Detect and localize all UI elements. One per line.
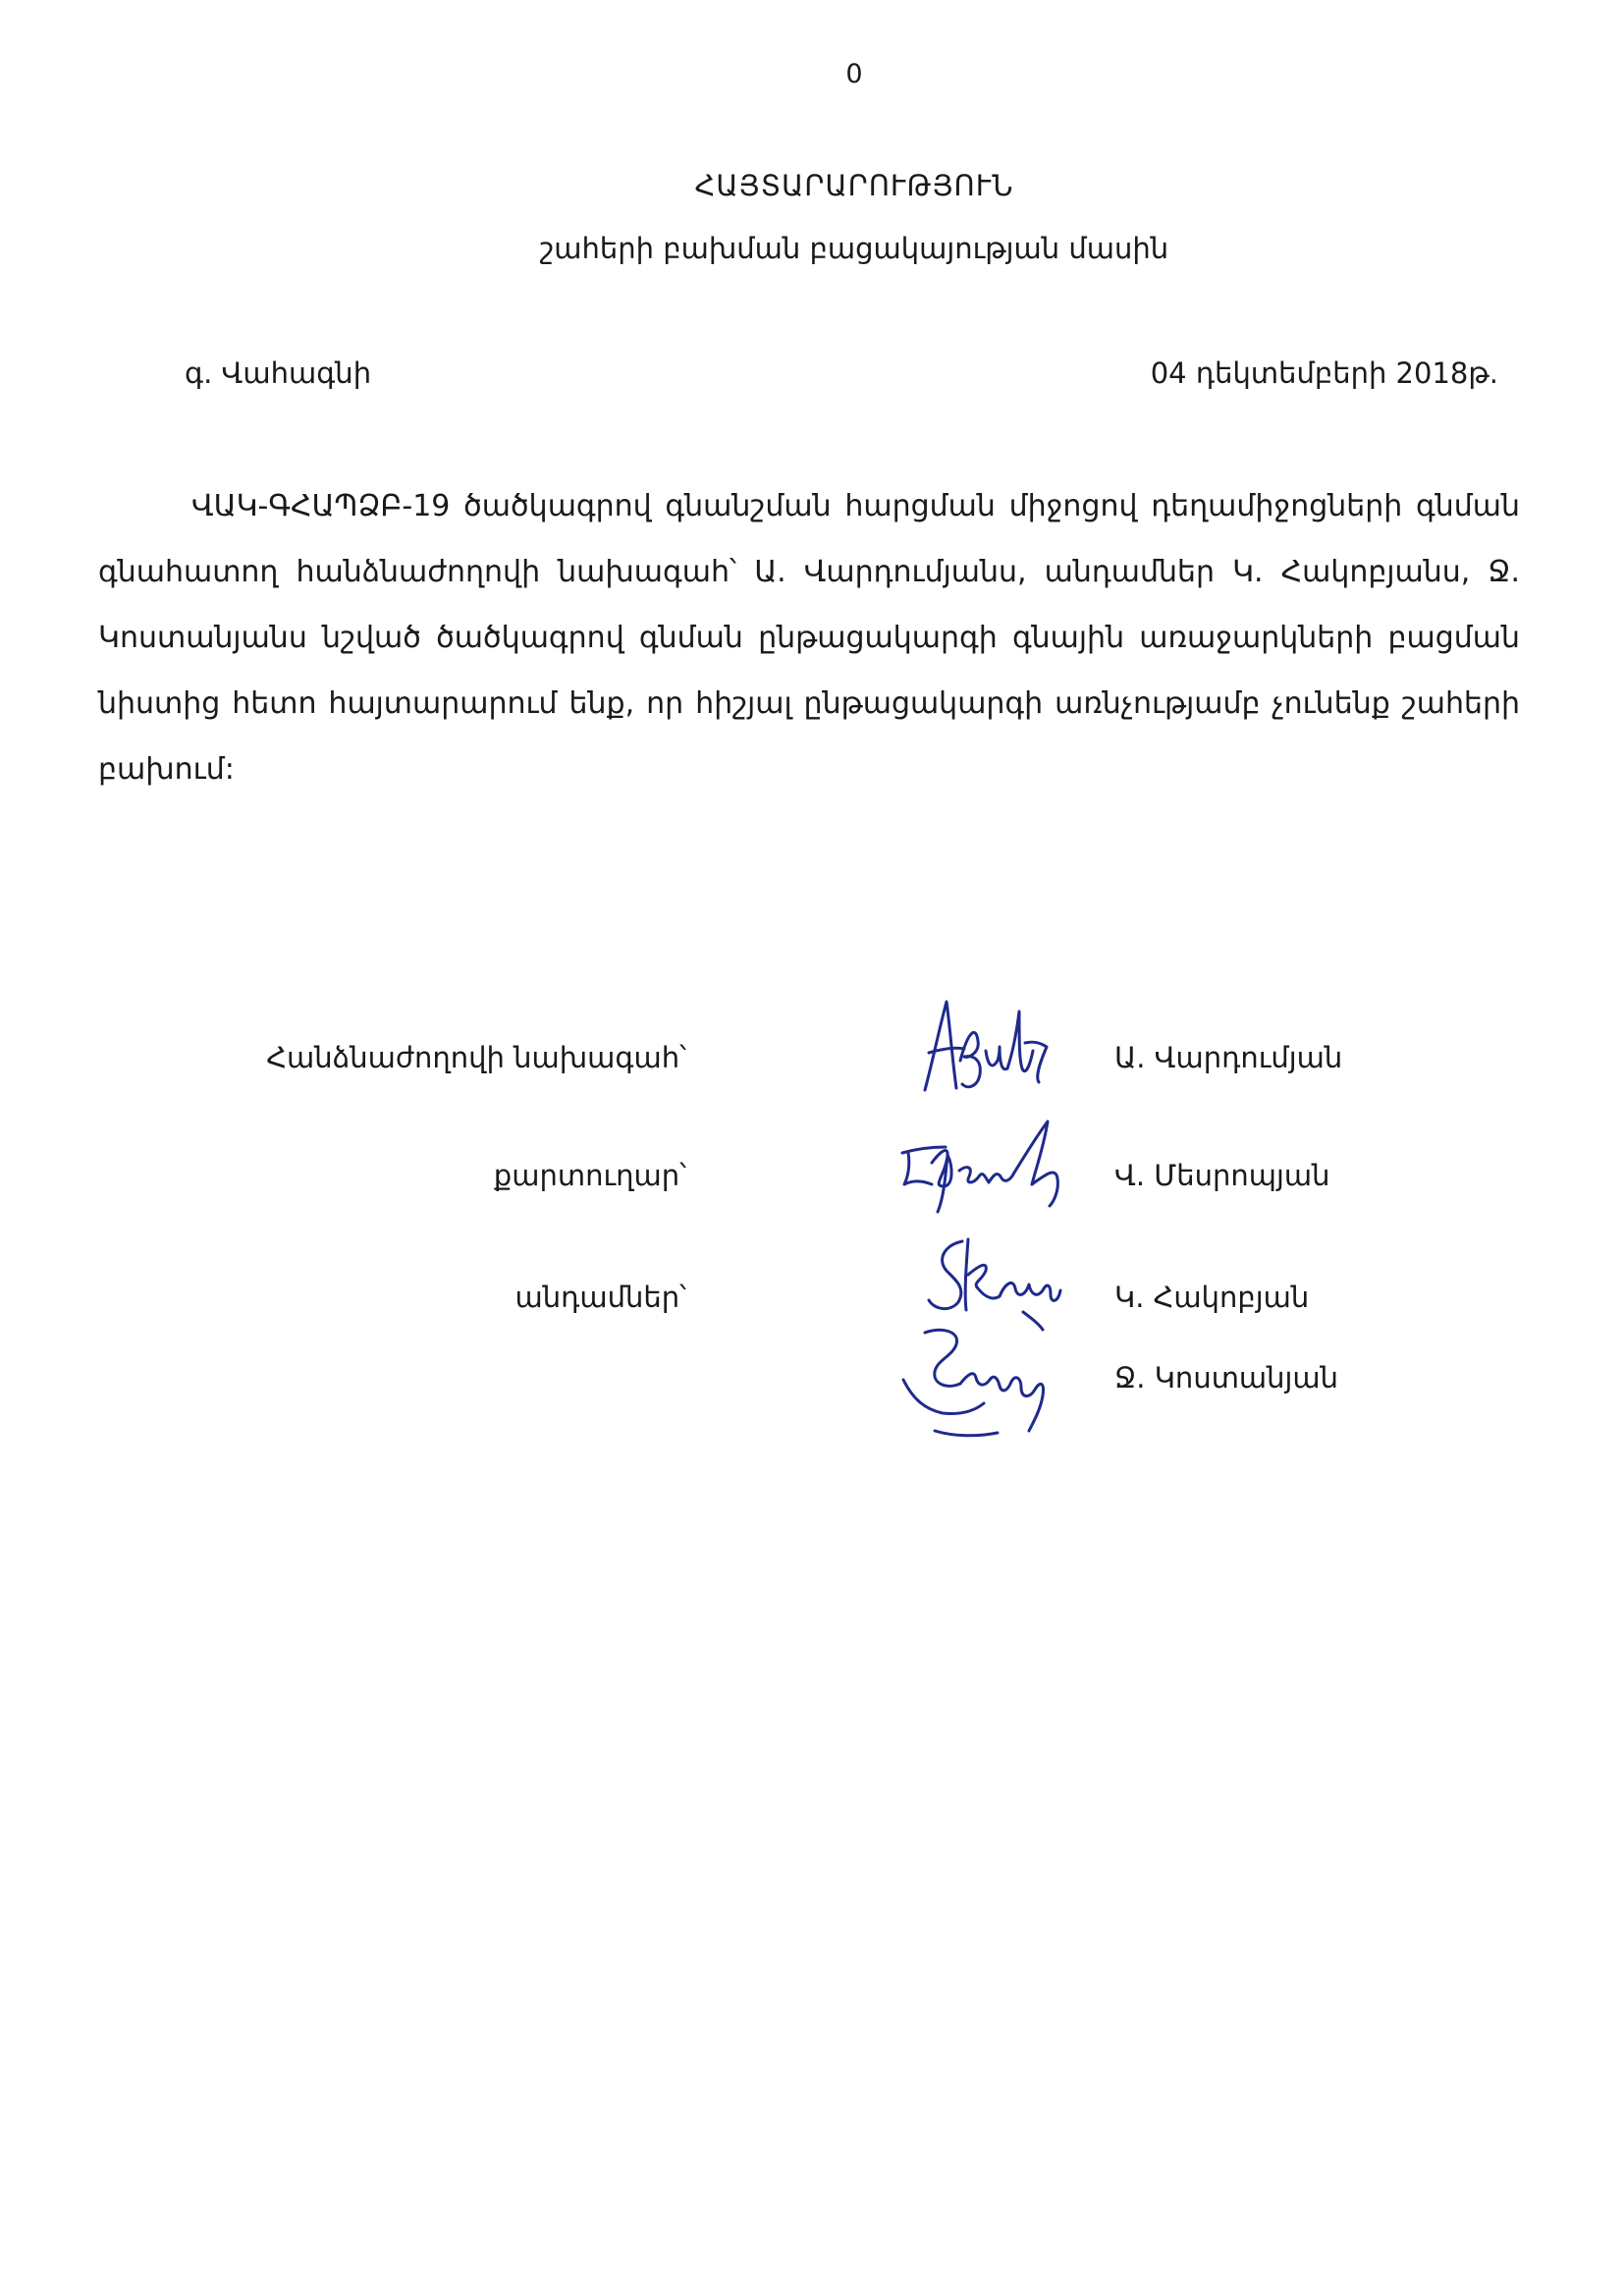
signatory-role-members: անդամներ՝ xyxy=(514,1281,686,1314)
signature-hakobyan xyxy=(923,1228,1070,1336)
document-title: ՀԱՅՏԱՐԱՐՈՒԹՅՈՒՆ xyxy=(694,169,1014,202)
signature-mesropyan xyxy=(889,1108,1075,1216)
signatory-name-kostanyan: Ջ. Կոստանյան xyxy=(1114,1361,1339,1394)
signature-kostanyan xyxy=(895,1321,1072,1449)
signatory-name-hakobyan: Կ. Հակոբյան xyxy=(1114,1281,1310,1314)
signatory-role-chairman: Հանձնաժողովի նախագահ՝ xyxy=(266,1041,686,1074)
signatory-name-vardumyan: Ա. Վարդումյան xyxy=(1114,1041,1343,1074)
document-date: 04 դեկտեմբերի 2018թ. xyxy=(1150,356,1498,390)
signatory-name-mesropyan: Վ. Մեսրոպյան xyxy=(1114,1159,1330,1192)
declaration-body: ՎԱԿ-ԳՀԱՊՁԲ-19 ծածկագրով գնանշման հարցման միջոցով դեղամիջոցների գնման գնահատող հանձնաժողովի նախագահ՝ Ա. Վարդումյանս, անդամներ Կ. Հակոբյանս, Ջ. Կոստանյանս նշված ծածկագրով գնման ընթացակարգի գնային առաջարկների բացման նիստից հետո հայտարարում ենք, որ հիշյալ ընթացակարգի առնչությամբ չունենք շահերի բախում: xyxy=(98,489,1520,787)
document-place: գ. Վահագնի xyxy=(185,356,372,390)
signatory-role-secretary: քարտուղար՝ xyxy=(493,1159,686,1192)
signature-vardumyan xyxy=(903,992,1051,1100)
document-subtitle: շահերի բախման բացակայության մասին xyxy=(539,232,1169,265)
page-number: 0 xyxy=(845,59,863,89)
